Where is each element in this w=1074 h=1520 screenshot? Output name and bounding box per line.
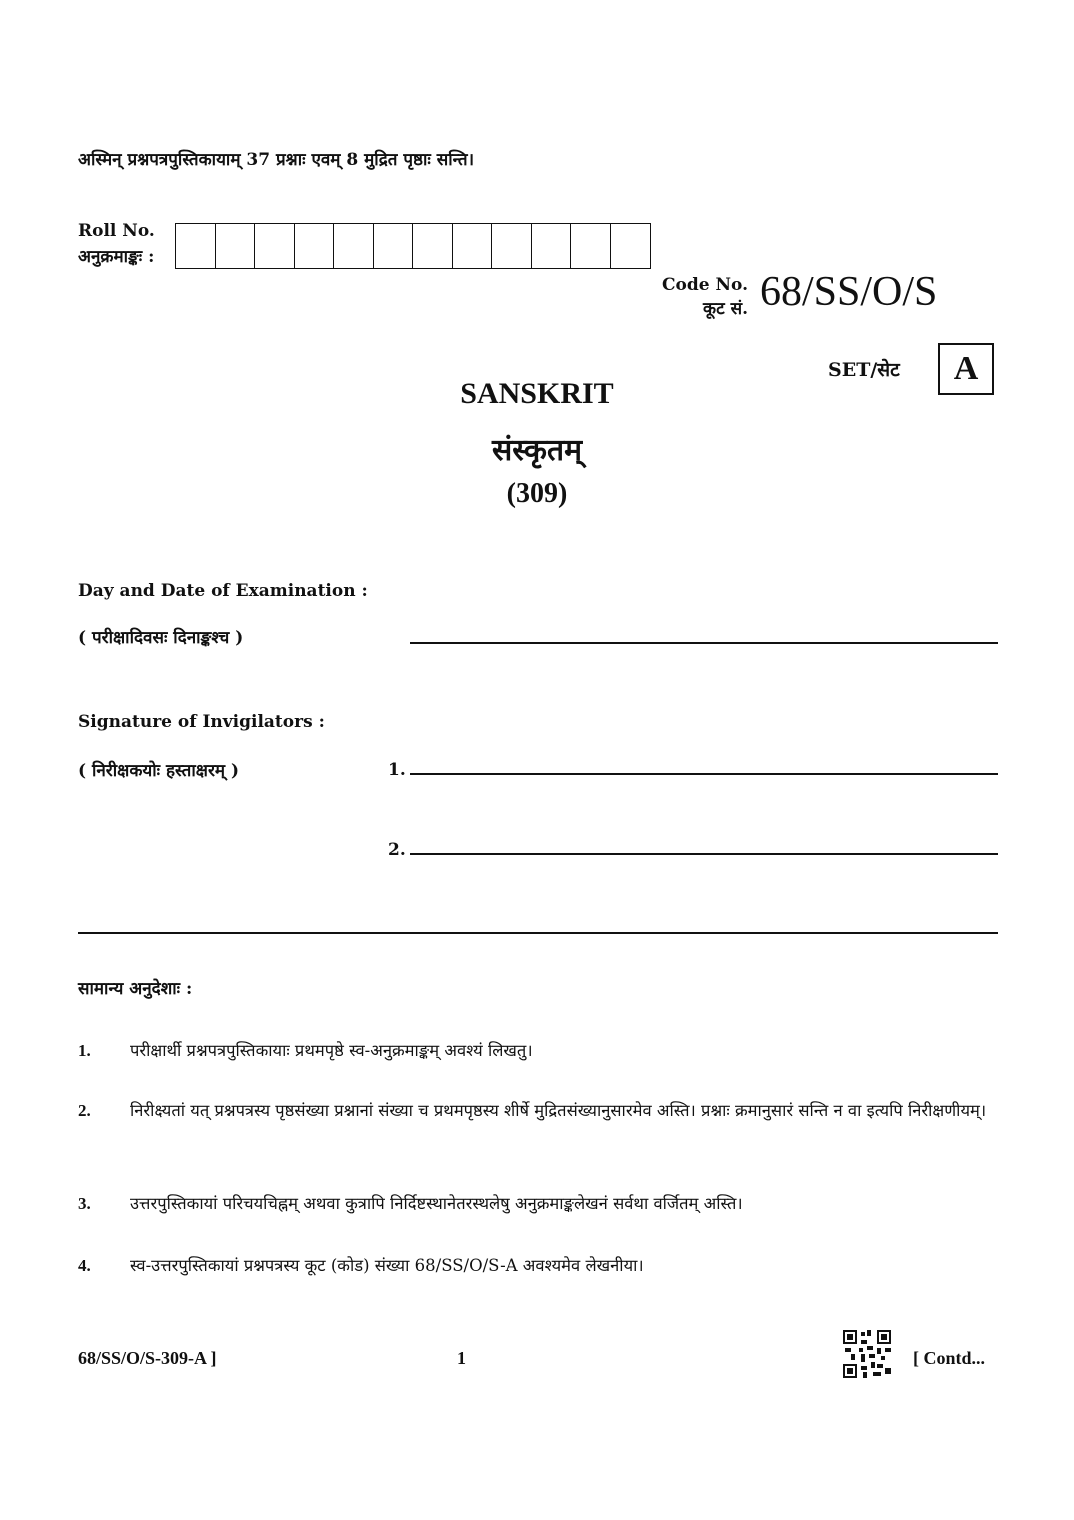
instructions-heading: सामान्य अनुदेशाः : — [78, 979, 193, 999]
signature-1-number: 1. — [388, 760, 406, 780]
roll-digit-box[interactable] — [374, 224, 414, 268]
instruction-item — [78, 1036, 998, 1066]
roll-digit-box[interactable] — [611, 224, 651, 268]
booklet-info-note: अस्मिन् प्रश्नपत्रपुस्तिकायाम् 37 प्रश्नाः एवम् 8 मुद्रित पृष्ठाः सन्ति। — [78, 150, 475, 170]
page-number: 1 — [457, 1348, 466, 1368]
invigilators-label-en: Signature of Invigilators : — [78, 712, 325, 732]
exam-date-line[interactable] — [410, 642, 998, 644]
instruction-item — [78, 1251, 998, 1281]
roll-label-en: Roll No. — [78, 221, 155, 241]
subject-code: (309) — [506, 478, 568, 509]
signature-2-number: 2. — [388, 840, 406, 860]
exam-date-label-hi: ( परीक्षादिवसः दिनाङ्कश्च ) — [78, 628, 244, 648]
exam-date-label-en: Day and Date of Examination : — [78, 581, 368, 601]
instruction-number: 3. — [78, 1194, 91, 1213]
instruction-number: 2. — [78, 1101, 91, 1120]
roll-digit-box[interactable] — [334, 224, 374, 268]
roll-digit-box[interactable] — [571, 224, 611, 268]
continued-marker: [ Contd... — [913, 1348, 986, 1368]
roll-label-hi: अनुक्रमाङ्कः : — [78, 247, 155, 267]
roll-digit-box[interactable] — [492, 224, 532, 268]
roll-digit-box[interactable] — [176, 224, 216, 268]
footer-paper-code: 68/SS/O/S-309-A ] — [78, 1348, 217, 1368]
roll-number-label — [78, 218, 155, 270]
qr-code-icon — [843, 1330, 891, 1378]
instruction-text: उत्तरपुस्तिकायां परिचयचिह्नम् अथवा कुत्रापि निर्दिष्टस्थानेतरस्थलेषु अनुक्रमाङ्कलेखनं सर्वथा वर्जितम् अस्ति। — [130, 1194, 743, 1213]
instruction-text: परीक्षार्थी प्रश्नपत्रपुस्तिकायाः प्रथमपृष्ठे स्व-अनुक्रमाङ्कम् अवश्यं लिखतु। — [130, 1041, 533, 1060]
code-label — [660, 273, 748, 321]
set-value-box: A — [938, 343, 994, 395]
instruction-number: 4. — [78, 1256, 91, 1275]
roll-digit-box[interactable] — [255, 224, 295, 268]
subject-title-hi: संस्कृतम् — [491, 433, 583, 468]
code-number: 68/SS/O/S — [760, 269, 938, 315]
roll-number-boxes[interactable] — [175, 223, 651, 269]
roll-digit-box[interactable] — [413, 224, 453, 268]
signature-1-line[interactable] — [410, 773, 998, 775]
section-divider — [78, 932, 998, 934]
signature-2-line[interactable] — [410, 853, 998, 855]
code-label-hi: कूट सं. — [703, 299, 748, 319]
roll-digit-box[interactable] — [295, 224, 335, 268]
roll-digit-box[interactable] — [216, 224, 256, 268]
invigilators-label-hi: ( निरीक्षकयोः हस्ताक्षरम् ) — [78, 761, 240, 781]
instruction-item — [78, 1189, 998, 1219]
instruction-text: निरीक्ष्यतां यत् प्रश्नपत्रस्य पृष्ठसंख्या प्रश्नानां संख्या च प्रथमपृष्ठस्य शीर्षे मुद्रितसंख्यानुसारमेव अस्ति। प्रश्नाः क्रमानुसारं सन्ति न वा इत्यपि निरीक्षणीयम्। — [130, 1101, 987, 1120]
instruction-number: 1. — [78, 1041, 91, 1060]
set-label: SET/सेट — [828, 359, 900, 381]
code-label-en: Code No. — [662, 275, 748, 295]
instruction-text: स्व-उत्तरपुस्तिकायां प्रश्नपत्रस्य कूट (कोड) संख्या 68/SS/O/S-A अवश्यमेव लेखनीया। — [130, 1256, 644, 1275]
roll-digit-box[interactable] — [532, 224, 572, 268]
instruction-item — [78, 1096, 998, 1126]
roll-digit-box[interactable] — [453, 224, 493, 268]
subject-title-en: SANSKRIT — [460, 377, 614, 410]
